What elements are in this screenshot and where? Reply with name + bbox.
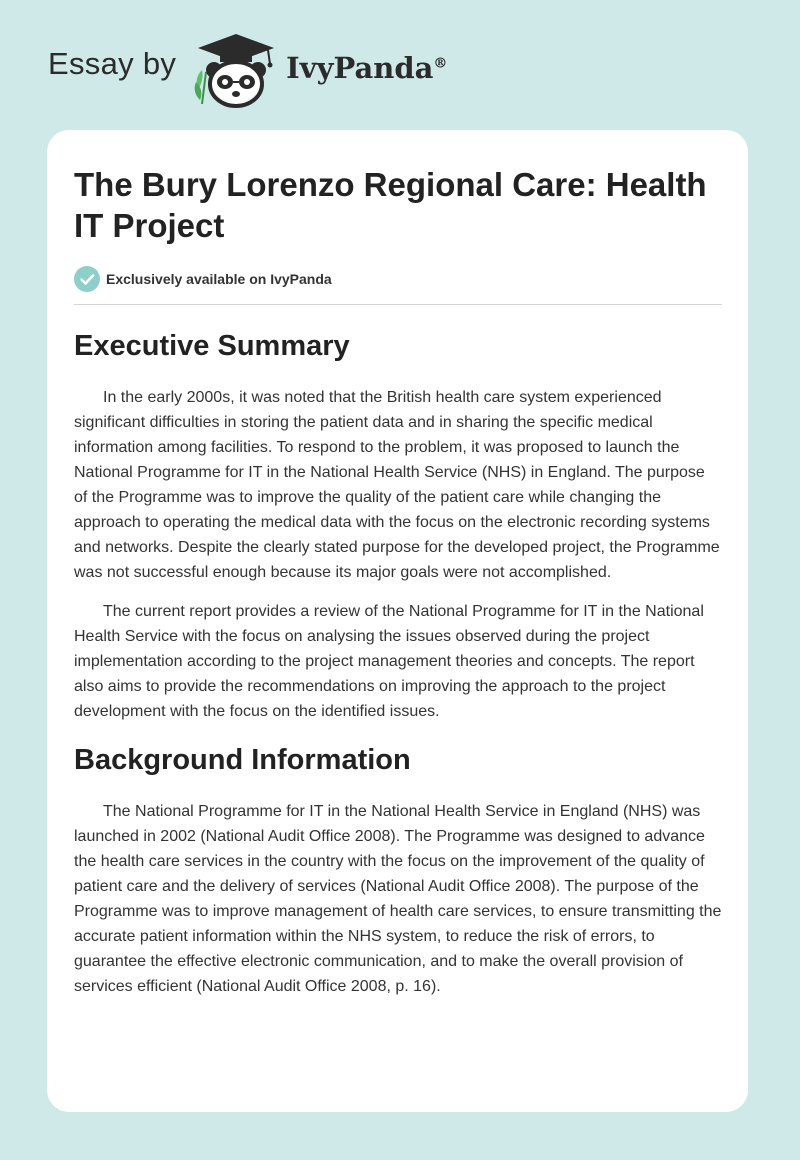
section-heading-executive-summary: Executive Summary: [74, 330, 350, 362]
section-heading-background-information: Background Information: [74, 744, 411, 776]
panda-graduate-logo-icon[interactable]: [190, 30, 282, 110]
paragraph: In the early 2000s, it was noted that the British health care system experienced significant difficulties in storing the patient data and in sharing the specific medical information among facilities. To respond to the problem, it was proposed to launch the National Programme for IT in the National Health Service (NHS) in England. The purpose of the Programme was to improve the quality of the patient care while changing the approach to operating the medical data with the focus on the electronic recording systems and networks. Despite the clearly stated purpose for the developed project, the Programme was not successful enough because its major goals were not accomplished.: [74, 389, 720, 581]
check-circle-icon: [74, 266, 100, 292]
brand-name-text: IvyPanda: [286, 51, 434, 85]
brand-name[interactable]: [286, 51, 447, 85]
exclusive-label: Exclusively available on IvyPanda: [106, 271, 332, 287]
article-card: [47, 130, 748, 1112]
article-title: The Bury Lorenzo Regional Care: Health IT Project: [74, 166, 707, 244]
exclusive-badge: [74, 266, 722, 292]
title-divider: [74, 304, 722, 305]
registered-mark: ®: [433, 55, 448, 72]
essay-by-label: Essay by: [48, 46, 177, 81]
site-header: [48, 30, 447, 110]
paragraph: The current report provides a review of the National Programme for IT in the National Health Service with the focus on analysing the issues observed during the project implementation according to the project management theories and concepts. The report also aims to provide the recommendations on improving the approach to the project development with the focus on the identified issues.: [74, 603, 704, 720]
paragraph: The National Programme for IT in the National Health Service in England (NHS) was launched in 2002 (National Audit Office 2008). The Programme was designed to advance the health care services in the country with the focus on the improvement of the quality of patient care and the delivery of services (National Audit Office 2008). The purpose of the Programme was to improve management of health care services, to ensure transmitting the accurate patient information within the NHS system, to reduce the risk of errors, to guarantee the effective electronic communication, and to make the overall provision of services efficient (National Audit Office 2008, p. 16).: [74, 803, 722, 995]
